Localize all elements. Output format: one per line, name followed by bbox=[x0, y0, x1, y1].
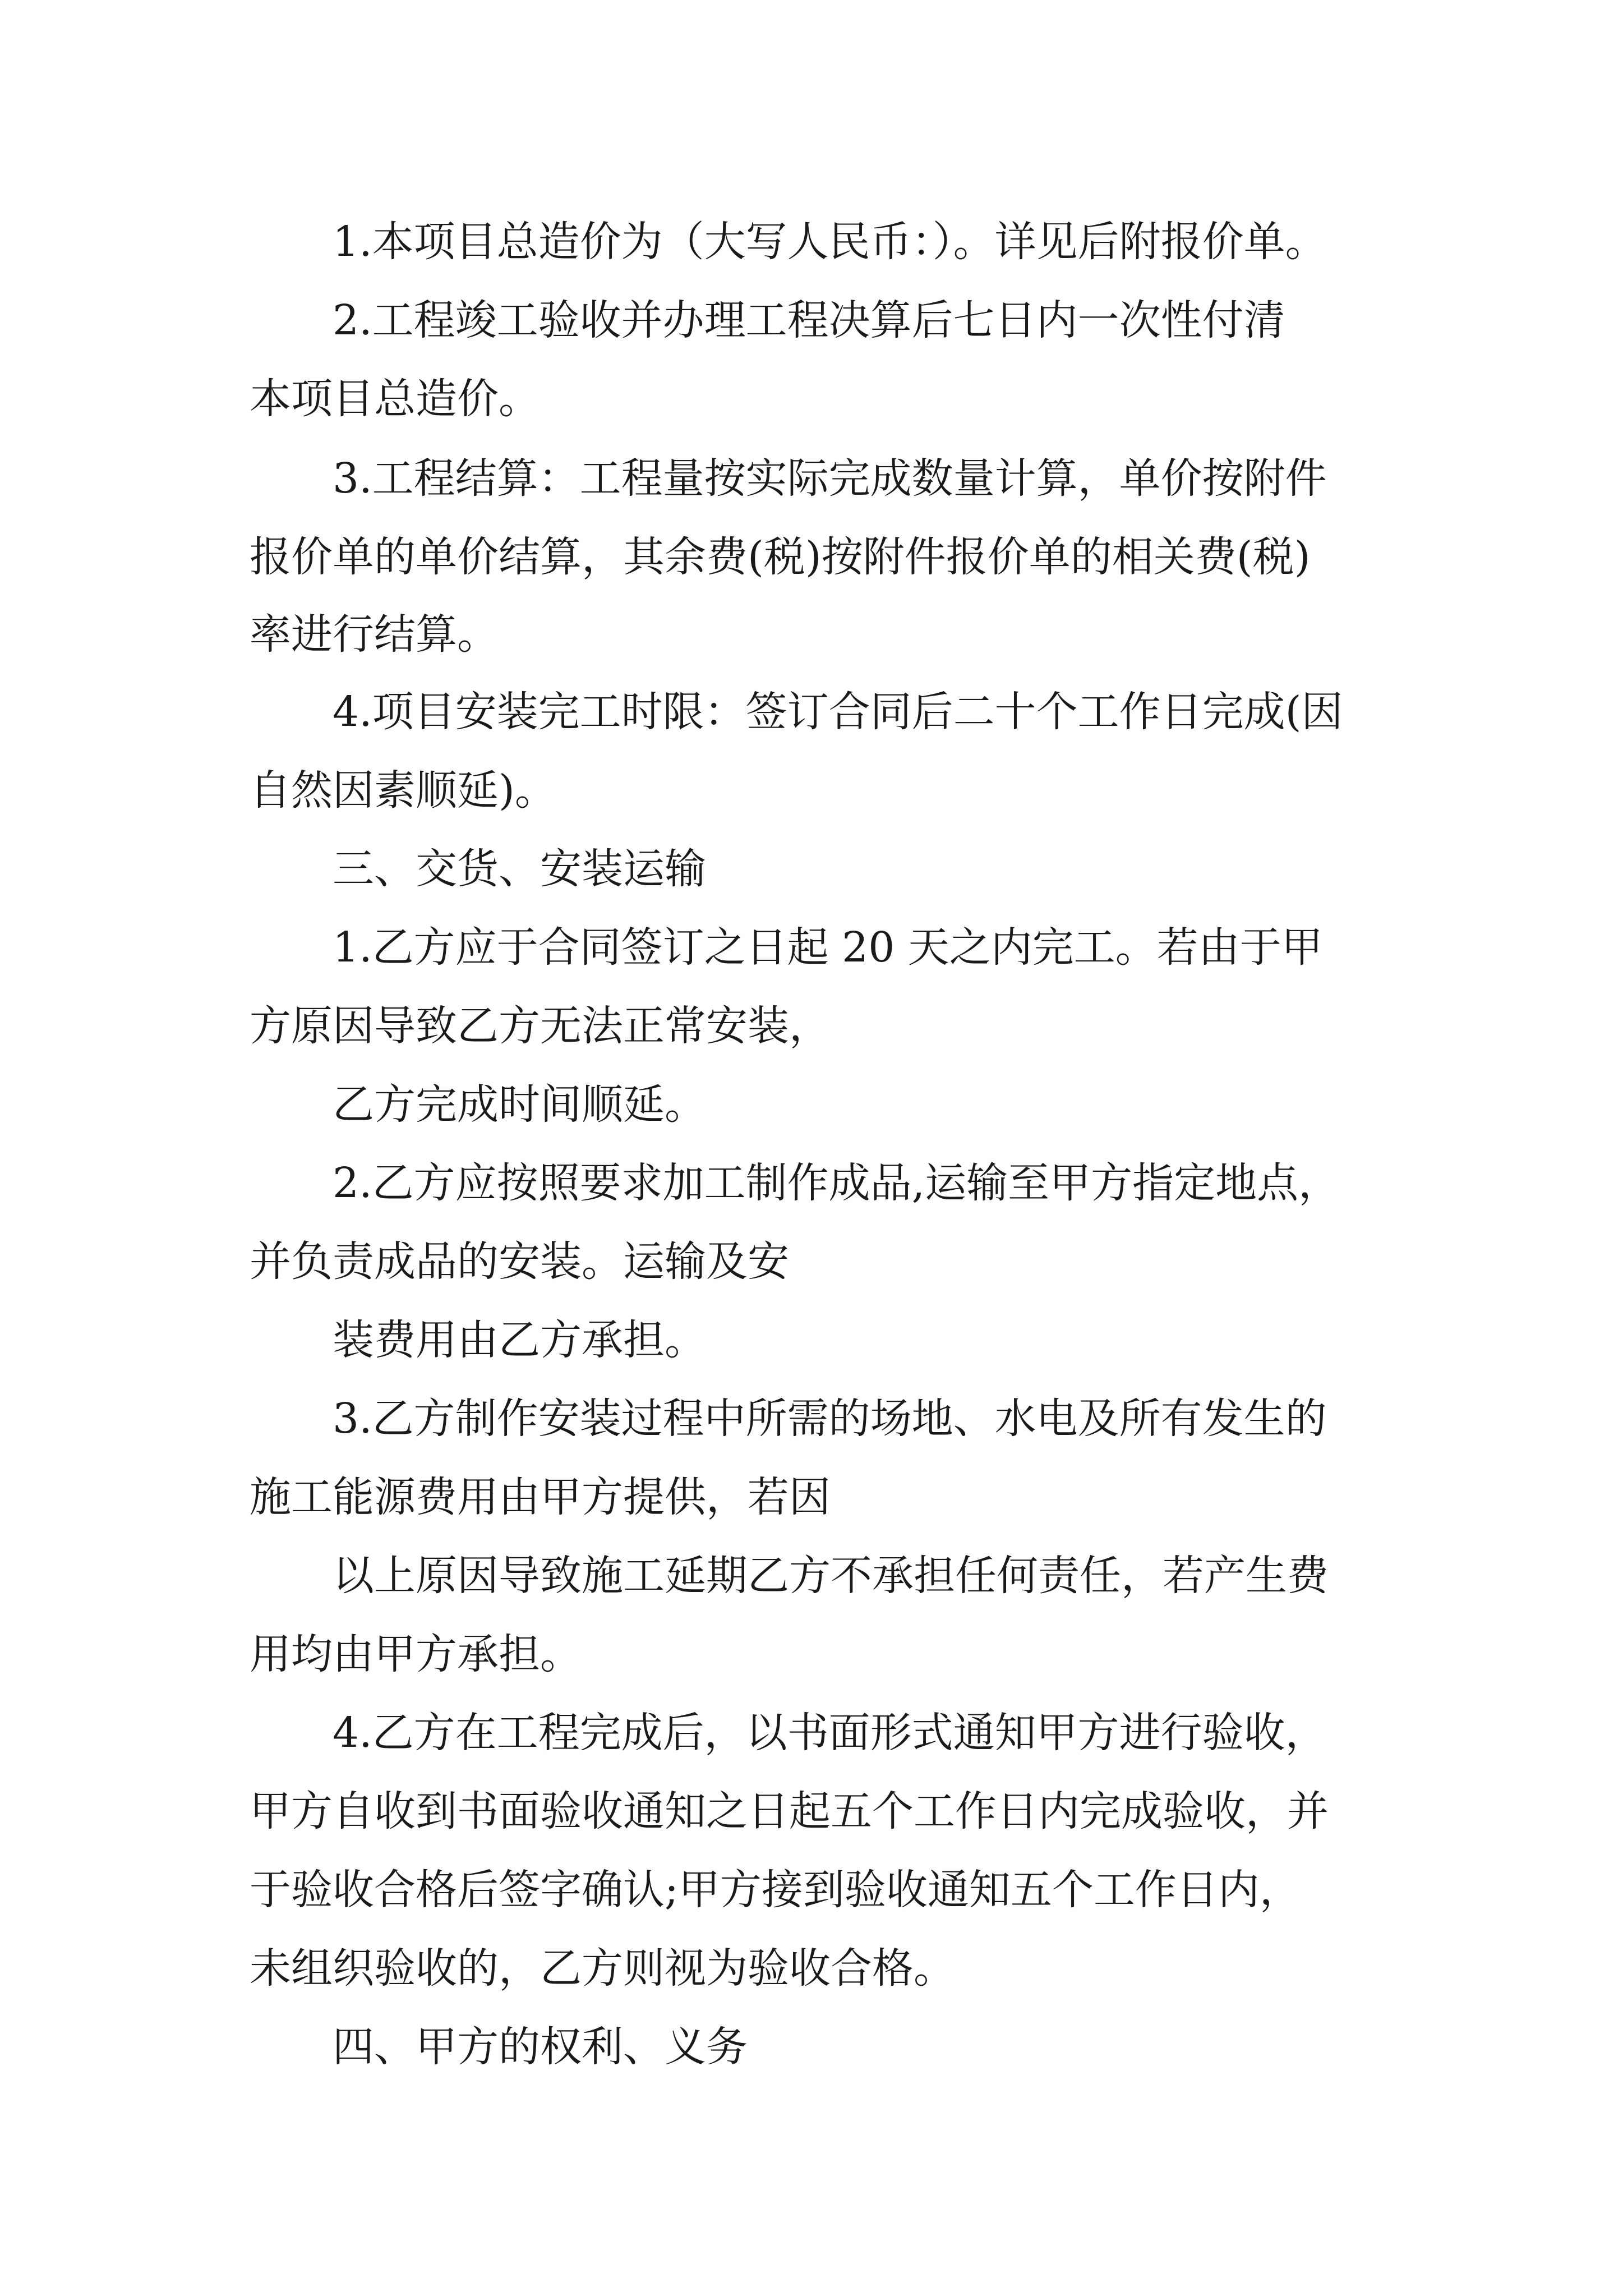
section-heading-3: 三、交货、安装运输 bbox=[333, 845, 706, 893]
clause-3-2-line-1: 2.乙方应按照要求加工制作成品,运输至甲方指定地点， bbox=[333, 1159, 1340, 1207]
clause-3-1-line-3: 乙方完成时间顺延。 bbox=[333, 1080, 706, 1129]
section-heading-4: 四、甲方的权利、义务 bbox=[333, 2023, 748, 2071]
clause-3-3-line-3: 以上原因导致施工延期乙方不承担任何责任，若产生费 bbox=[333, 1552, 1329, 1600]
clause-3-1-line-2: 方原因导致乙方无法正常安装， bbox=[250, 1002, 831, 1050]
clause-2-3-line-3: 率进行结算。 bbox=[250, 610, 499, 659]
clause-2-4-line-2: 自然因素顺延)。 bbox=[250, 766, 556, 815]
clause-3-3-line-4: 用均由甲方承担。 bbox=[250, 1630, 582, 1678]
clause-3-3-line-1: 3.乙方制作安装过程中所需的场地、水电及所有发生的 bbox=[333, 1395, 1327, 1443]
clause-2-4-line-1: 4.项目安装完工时限：签订合同后二十个工作日完成(因 bbox=[333, 688, 1343, 736]
clause-3-2-line-2: 并负责成品的安装。运输及安 bbox=[250, 1237, 789, 1286]
clause-3-4-line-1: 4.乙方在工程完成后，以书面形式通知甲方进行验收， bbox=[333, 1709, 1327, 1757]
clause-2-2-line-2: 本项目总造价。 bbox=[250, 375, 540, 423]
clause-3-2-line-3: 装费用由乙方承担。 bbox=[333, 1316, 706, 1364]
clause-2-2-line-1: 2.工程竣工验收并办理工程决算后七日内一次性付清 bbox=[333, 296, 1285, 344]
clause-2-1-line-1: 1.本项目总造价为（大写人民币：）。详见后附报价单。 bbox=[333, 218, 1327, 266]
clause-3-3-line-2: 施工能源费用由甲方提供，若因 bbox=[250, 1473, 831, 1521]
clause-3-1-line-1: 1.乙方应于合同签订之日起 20 天之内完工。若由于甲 bbox=[333, 923, 1323, 972]
clause-3-4-line-2: 甲方自收到书面验收通知之日起五个工作日内完成验收，并 bbox=[250, 1787, 1329, 1835]
clause-2-3-line-2: 报价单的单价结算，其余费(税)按附件报价单的相关费(税) bbox=[250, 533, 1311, 581]
clause-2-3-line-1: 3.工程结算：工程量按实际完成数量计算，单价按附件 bbox=[333, 454, 1327, 503]
clause-3-4-line-3: 于验收合格后签字确认;甲方接到验收通知五个工作日内， bbox=[250, 1866, 1301, 1914]
clause-3-4-line-4: 未组织验收的，乙方则视为验收合格。 bbox=[250, 1944, 955, 1993]
